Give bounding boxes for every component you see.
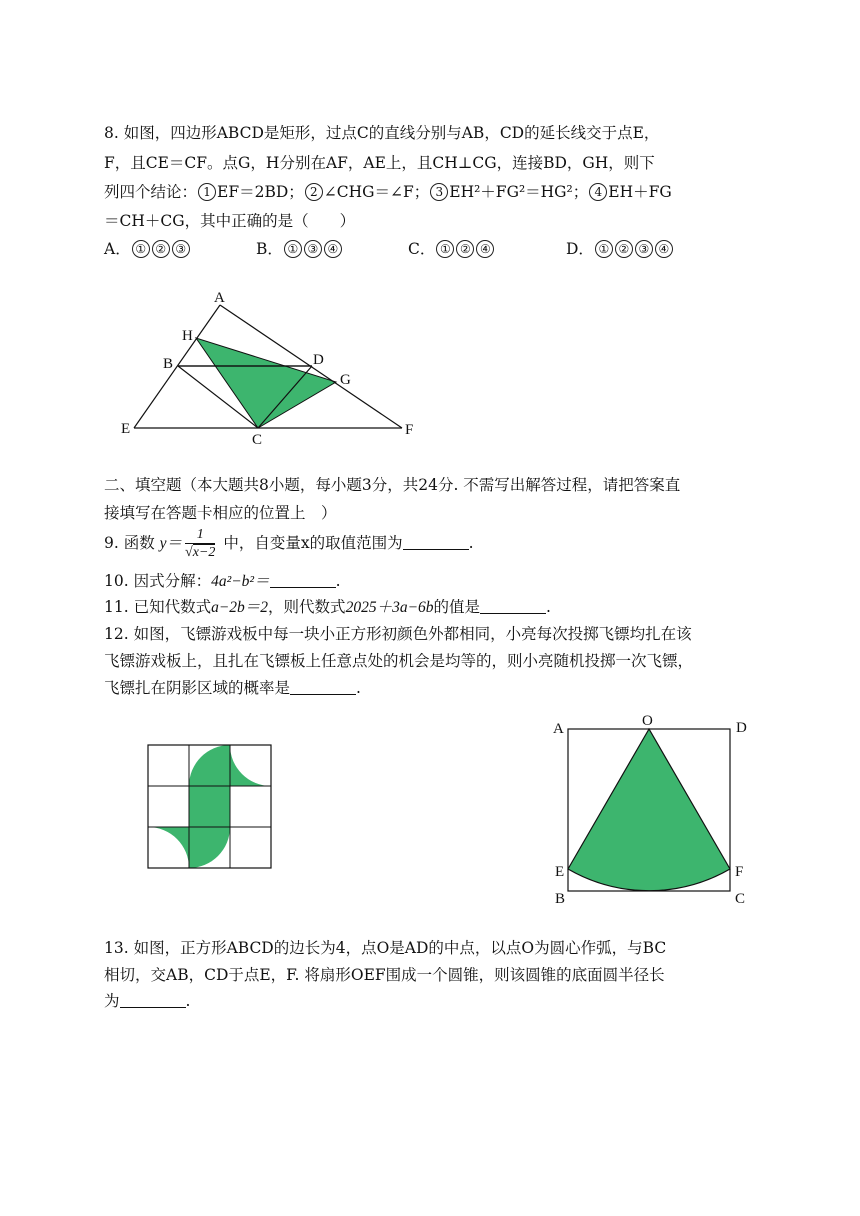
q12-answer-blank[interactable] <box>290 680 356 695</box>
option-circle-icon: ③ <box>635 240 653 258</box>
dartboard-shade-bottom-left <box>148 827 189 868</box>
q9-radicand: x−2 <box>192 544 216 560</box>
q9-fraction <box>185 527 215 562</box>
section-2-line-1: 二、填空题（本大题共8小题，每小题3分，共24分. 不需写出解答过程，请把答案直 <box>104 476 681 494</box>
q11-expr2: 2025＋3a−6b <box>345 599 434 616</box>
q8-line-2: F，且CE＝CF。点G，H分别在AF，AE上，且CH⊥CG，连接BD，GH，则下 <box>104 154 655 172</box>
q8-line-1: 8. 如图，四边形ABCD是矩形，过点C的直线分别与AB，CD的延长线交于点E， <box>104 124 660 142</box>
sector-oef <box>568 729 730 891</box>
q9-numerator: 1 <box>185 527 215 544</box>
option-d-label: D． <box>566 240 594 258</box>
option-circle-icon: ④ <box>655 240 673 258</box>
q11-mid: ，则代数式 <box>268 598 346 616</box>
label-b: B <box>163 356 174 372</box>
q13-line-3 <box>104 990 190 1012</box>
label-a: A <box>214 290 225 306</box>
q10 <box>104 570 341 593</box>
option-a-label: A． <box>104 240 131 258</box>
q8-line-4: ＝CH＋CG，其中正确的是（ ） <box>104 212 356 230</box>
dartboard-shade <box>189 745 230 868</box>
q8-line-3-prefix: 列四个结论： <box>104 183 198 201</box>
q10-expr: 4a²−b²＝ <box>211 573 270 590</box>
q12-line-1: 12. 如图，飞镖游戏板中每一块小正方形初颜色外都相同，小亮每次投掷飞镖均扎在该 <box>104 625 692 643</box>
label-c: C <box>735 891 746 907</box>
circle-4-icon: 4 <box>589 183 607 201</box>
q9-denominator: √x−2 <box>185 544 216 560</box>
label-f: F <box>735 864 744 880</box>
q10-answer-blank[interactable] <box>270 573 336 588</box>
q9 <box>104 525 474 562</box>
label-a: A <box>553 721 564 737</box>
option-b-label: B． <box>256 240 283 258</box>
label-e: E <box>121 421 131 437</box>
q9-answer-blank[interactable] <box>403 535 469 550</box>
option-circle-icon: ③ <box>304 240 322 258</box>
label-d: D <box>736 720 747 736</box>
q12-end: . <box>356 679 361 697</box>
option-circle-icon: ③ <box>172 240 190 258</box>
q12-line-3-text: 飞镖扎在阴影区域的概率是 <box>104 679 291 697</box>
q11-expr1: a−2b＝2 <box>211 599 269 616</box>
circle-1-icon: 1 <box>198 183 216 201</box>
label-c: C <box>252 432 263 448</box>
q8-conclusion-3: EH²＋FG²＝HG²； <box>449 183 589 201</box>
q13-figure <box>553 713 747 907</box>
q13-line-3-text: 为 <box>104 992 120 1010</box>
label-o: O <box>642 713 653 729</box>
q11-suffix: 的值是 <box>433 598 481 616</box>
circle-3-icon: 3 <box>430 183 448 201</box>
option-circle-icon: ④ <box>476 240 494 258</box>
q13-answer-blank[interactable] <box>120 993 186 1008</box>
q9-prefix: 9. 函数 <box>104 534 155 552</box>
q10-prefix: 10. 因式分解： <box>104 572 212 590</box>
q9-suffix: 中，自变量x的取值范围为 <box>223 534 403 552</box>
section-2-line-2: 接填写在答题卡相应的位置上 ） <box>104 504 337 522</box>
q11 <box>104 596 551 619</box>
q8-conclusion-2: ∠CHG＝∠F； <box>323 183 430 201</box>
option-circle-icon: ② <box>456 240 474 258</box>
q13-line-2: 相切，交AB，CD于点E，F. 将扇形OEF围成一个圆锥，则该圆锥的底面圆半径长 <box>104 966 665 984</box>
label-e: E <box>555 864 565 880</box>
q11-end: . <box>546 598 551 616</box>
circle-2-icon: 2 <box>305 183 323 201</box>
q12-line-2: 飞镖游戏板上，且扎在飞镖板上任意点处的机会是均等的，则小亮随机投掷一次飞镖， <box>104 652 694 670</box>
option-circle-icon: ② <box>615 240 633 258</box>
option-circle-icon: ② <box>152 240 170 258</box>
q11-prefix: 11. 已知代数式 <box>104 598 212 616</box>
option-circle-icon: ① <box>132 240 150 258</box>
q11-answer-blank[interactable] <box>480 599 546 614</box>
option-circle-icon: ④ <box>324 240 342 258</box>
label-b: B <box>555 891 566 907</box>
q9-y: y＝ <box>159 535 183 552</box>
q13-end: . <box>185 992 191 1010</box>
option-circle-icon: ① <box>595 240 613 258</box>
label-f: F <box>405 422 414 438</box>
q8-conclusion-1: EF＝2BD； <box>217 183 304 201</box>
q10-end: . <box>335 572 341 590</box>
q8-conclusion-4: EH＋FG <box>608 183 672 201</box>
q13-line-1: 13. 如图，正方形ABCD的边长为4，点O是AD的中点，以点O为圆心作弧，与BC <box>104 939 667 957</box>
option-circle-icon: ① <box>436 240 454 258</box>
label-d: D <box>313 352 324 368</box>
label-h: H <box>182 328 193 344</box>
q9-end: . <box>468 534 474 552</box>
dartboard-shade-top-right <box>230 745 271 786</box>
q12-line-3 <box>104 677 361 699</box>
label-g: G <box>340 372 351 388</box>
option-c-label: C． <box>408 240 436 258</box>
option-circle-icon: ① <box>284 240 302 258</box>
q12-dartboard <box>148 745 271 868</box>
